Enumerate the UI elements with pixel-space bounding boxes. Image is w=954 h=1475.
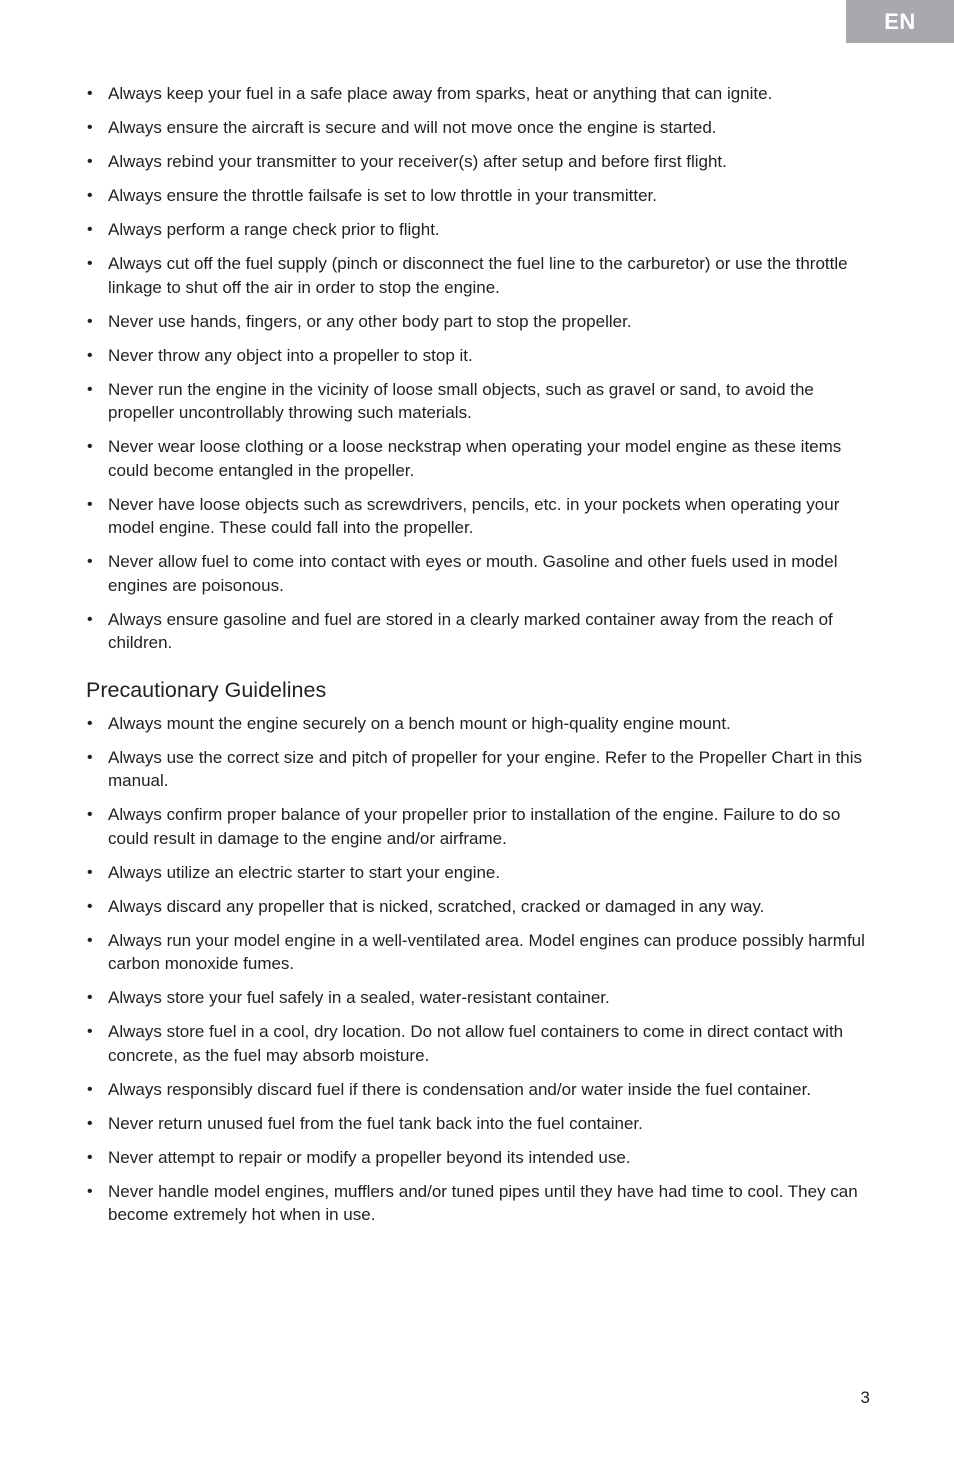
bullet-icon: • — [87, 931, 93, 949]
precautionary-list — [86, 712, 866, 1227]
page-number: 3 — [860, 1388, 870, 1407]
list-item — [86, 1180, 866, 1227]
list-item — [86, 895, 866, 919]
list-item-text: Never use hands, fingers, or any other body part to stop the propeller. — [108, 311, 632, 331]
list-item-text: Always run your model engine in a well-ventilated area. Model engines can produce possibly harmful carbon monoxide fumes. — [108, 930, 865, 973]
bullet-icon: • — [87, 85, 93, 102]
list-item-text: Always responsibly discard fuel if there is condensation and/or water inside the fuel container. — [108, 1079, 812, 1099]
bullet-icon: • — [87, 897, 93, 915]
list-item-text: Never attempt to repair or modify a propeller beyond its intended use. — [108, 1147, 631, 1167]
list-item-text: Always cut off the fuel supply (pinch or disconnect the fuel line to the carburetor) or use the throttle linkage to shut off the air in order to stop the engine. — [108, 254, 848, 297]
bullet-icon: • — [87, 221, 93, 238]
list-item — [86, 344, 866, 368]
list-item-text: Always store your fuel safely in a sealed, water-resistant container. — [108, 988, 610, 1007]
list-item-text: Never throw any object into a propeller to stop it. — [108, 345, 473, 365]
list-item — [86, 986, 866, 1010]
list-item-text: Never run the engine in the vicinity of loose small objects, such as gravel or sand, to avoid the propeller uncontrollably throwing such materials. — [108, 379, 814, 422]
list-item — [86, 378, 866, 425]
bullet-icon: • — [87, 380, 93, 398]
list-item-text: Always mount the engine securely on a bench mount or high-quality engine mount. — [108, 713, 731, 733]
list-item — [86, 116, 866, 140]
list-item-text: Never return unused fuel from the fuel tank back into the fuel container. — [108, 1113, 643, 1133]
list-item — [86, 218, 866, 242]
bullet-icon: • — [87, 610, 93, 628]
bullet-icon: • — [87, 1114, 93, 1132]
bullet-icon: • — [87, 714, 93, 732]
bullet-icon: • — [87, 495, 93, 513]
bullet-icon: • — [87, 1023, 93, 1040]
list-item-text: Always utilize an electric starter to start your engine. — [108, 862, 501, 882]
bullet-icon: • — [87, 1182, 93, 1200]
list-item — [86, 550, 866, 597]
bullet-icon: • — [87, 312, 93, 330]
list-item — [86, 252, 866, 299]
list-item — [86, 82, 866, 106]
language-tab: EN — [846, 0, 954, 43]
list-item-text: Always rebind your transmitter to your receiver(s) after setup and before first flight. — [108, 152, 727, 171]
list-item-text: Always discard any propeller that is nicked, scratched, cracked or damaged in any way. — [108, 896, 765, 916]
bullet-icon: • — [87, 255, 93, 272]
bullet-icon: • — [87, 806, 93, 823]
list-item — [86, 150, 866, 174]
list-item — [86, 493, 866, 540]
list-item — [86, 184, 866, 208]
bullet-icon: • — [87, 1148, 93, 1166]
list-item-text: Never allow fuel to come into contact with eyes or mouth. Gasoline and other fuels used in model engines are poisonous. — [108, 552, 838, 595]
list-item-text: Always use the correct size and pitch of propeller for your engine. Refer to the Propeller Chart in this manual. — [108, 747, 863, 790]
list-item — [86, 929, 866, 976]
list-item-text: Always keep your fuel in a safe place away from sparks, heat or anything that can ignite. — [108, 84, 773, 103]
warnings-list — [86, 82, 866, 655]
bullet-icon: • — [87, 187, 93, 204]
list-item — [86, 746, 866, 793]
list-item — [86, 435, 866, 482]
list-item — [86, 608, 866, 655]
list-item — [86, 1146, 866, 1170]
list-item-text: Never wear loose clothing or a loose neckstrap when operating your model engine as these items could become entangled in the propeller. — [108, 437, 842, 480]
list-item — [86, 712, 866, 736]
bullet-icon: • — [87, 438, 93, 455]
section-heading: Precautionary Guidelines — [86, 677, 327, 702]
bullet-icon: • — [87, 989, 93, 1006]
list-item-text: Always confirm proper balance of your propeller prior to installation of the engine. Failure to do so could result in damage to the engine and/or airframe. — [108, 805, 841, 848]
list-item — [86, 1112, 866, 1136]
list-item — [86, 1078, 866, 1102]
page-content — [86, 82, 866, 1237]
bullet-icon: • — [87, 153, 93, 170]
list-item — [86, 310, 866, 334]
bullet-icon: • — [87, 119, 93, 136]
list-item-text: Never have loose objects such as screwdrivers, pencils, etc. in your pockets when operating your model engine. These could fall into the propeller. — [108, 494, 840, 537]
list-item-text: Always ensure the aircraft is secure and will not move once the engine is started. — [108, 118, 717, 137]
list-item-text: Always perform a range check prior to flight. — [108, 220, 440, 239]
bullet-icon: • — [87, 553, 93, 570]
list-item-text: Never handle model engines, mufflers and/or tuned pipes until they have had time to cool. They can become extremely hot when in use. — [108, 1181, 858, 1224]
list-item-text: Always ensure gasoline and fuel are stored in a clearly marked container away from the reach of children. — [108, 609, 833, 652]
list-item — [86, 1020, 866, 1067]
list-item-text: Always store fuel in a cool, dry location. Do not allow fuel containers to come in direct contact with concrete, as the fuel may absorb moisture. — [108, 1022, 844, 1065]
list-item — [86, 861, 866, 885]
bullet-icon: • — [87, 1080, 93, 1098]
list-item — [86, 803, 866, 850]
bullet-icon: • — [87, 346, 93, 364]
bullet-icon: • — [87, 748, 93, 766]
bullet-icon: • — [87, 863, 93, 881]
list-item-text: Always ensure the throttle failsafe is set to low throttle in your transmitter. — [108, 186, 657, 205]
